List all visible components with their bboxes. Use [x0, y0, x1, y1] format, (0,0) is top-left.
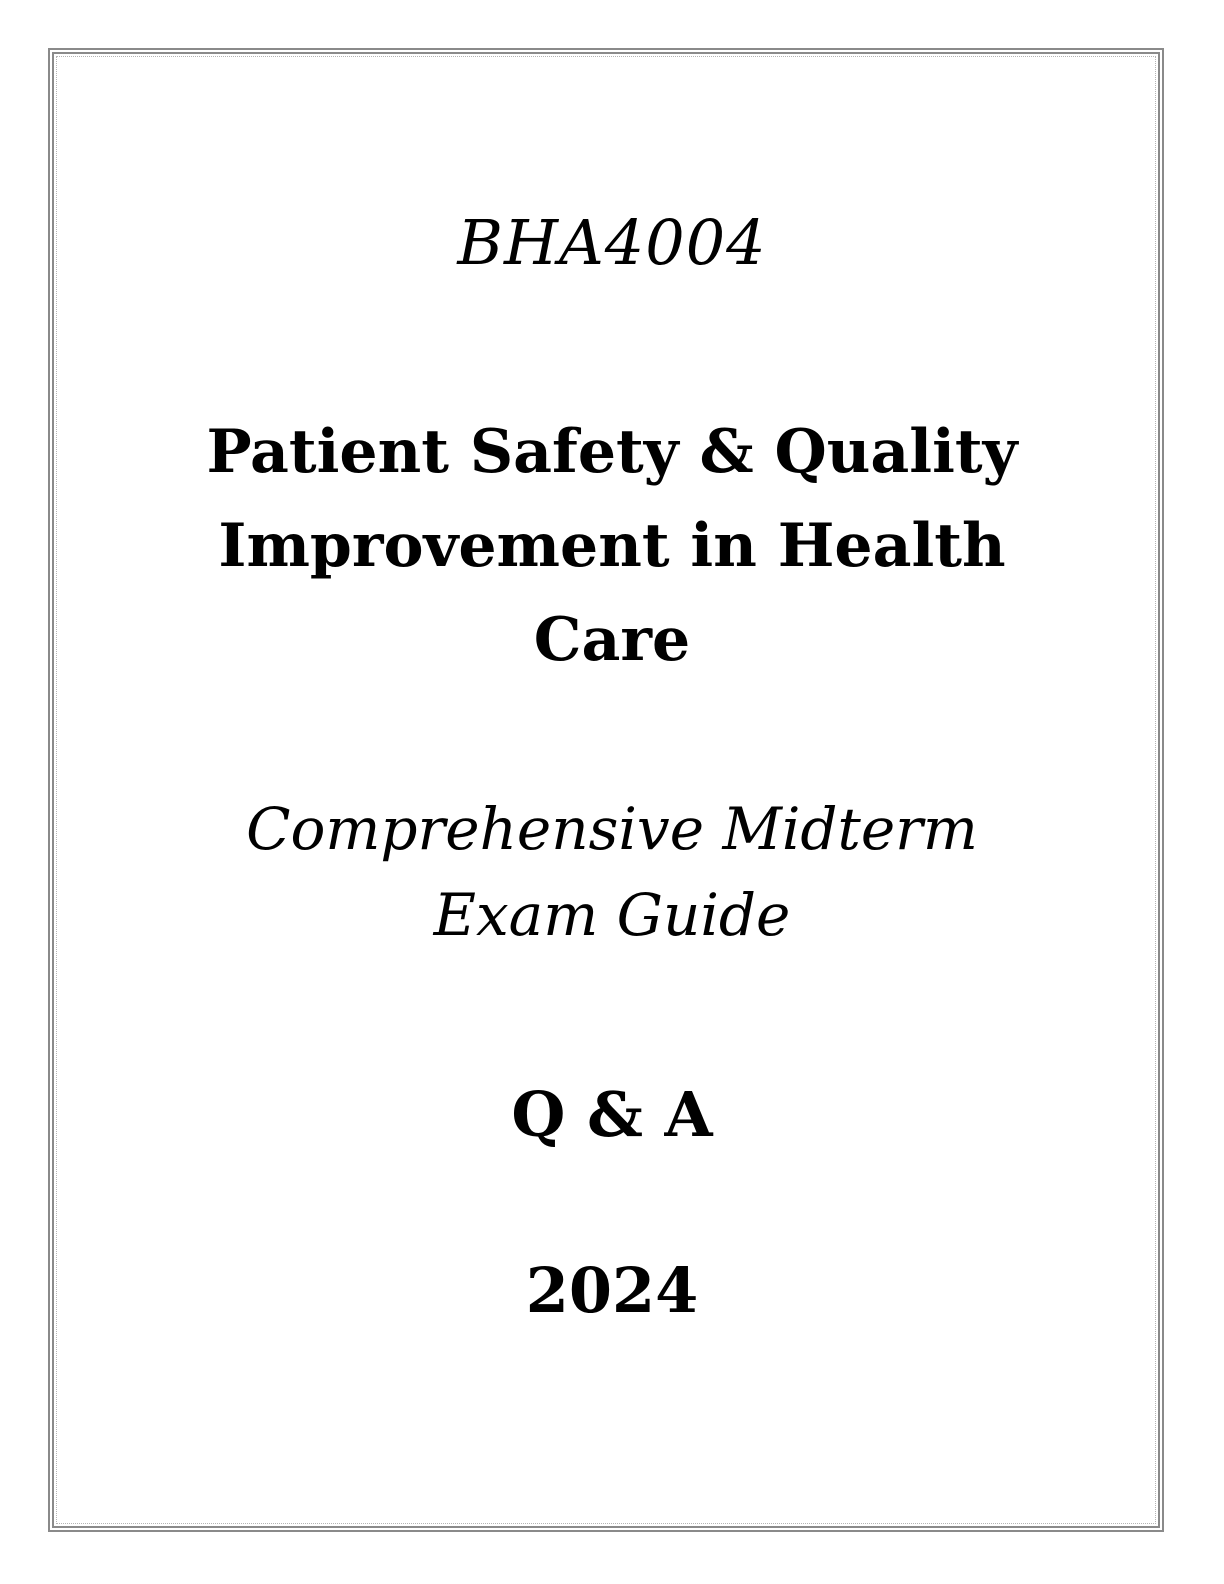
year-label: 2024	[525, 1254, 699, 1327]
format-label: Q & A	[511, 1078, 713, 1151]
subtitle-line-1: Comprehensive Midterm	[246, 795, 978, 863]
document-title	[60, 405, 1164, 687]
course-code: BHA4004	[457, 206, 767, 279]
title-line-2: Improvement in Health	[218, 511, 1006, 581]
cover-page	[60, 60, 1164, 1520]
title-line-1: Patient Safety & Quality	[206, 417, 1018, 487]
document-subtitle	[60, 786, 1164, 958]
title-line-3: Care	[533, 605, 691, 675]
subtitle-line-2: Exam Guide	[433, 881, 791, 949]
